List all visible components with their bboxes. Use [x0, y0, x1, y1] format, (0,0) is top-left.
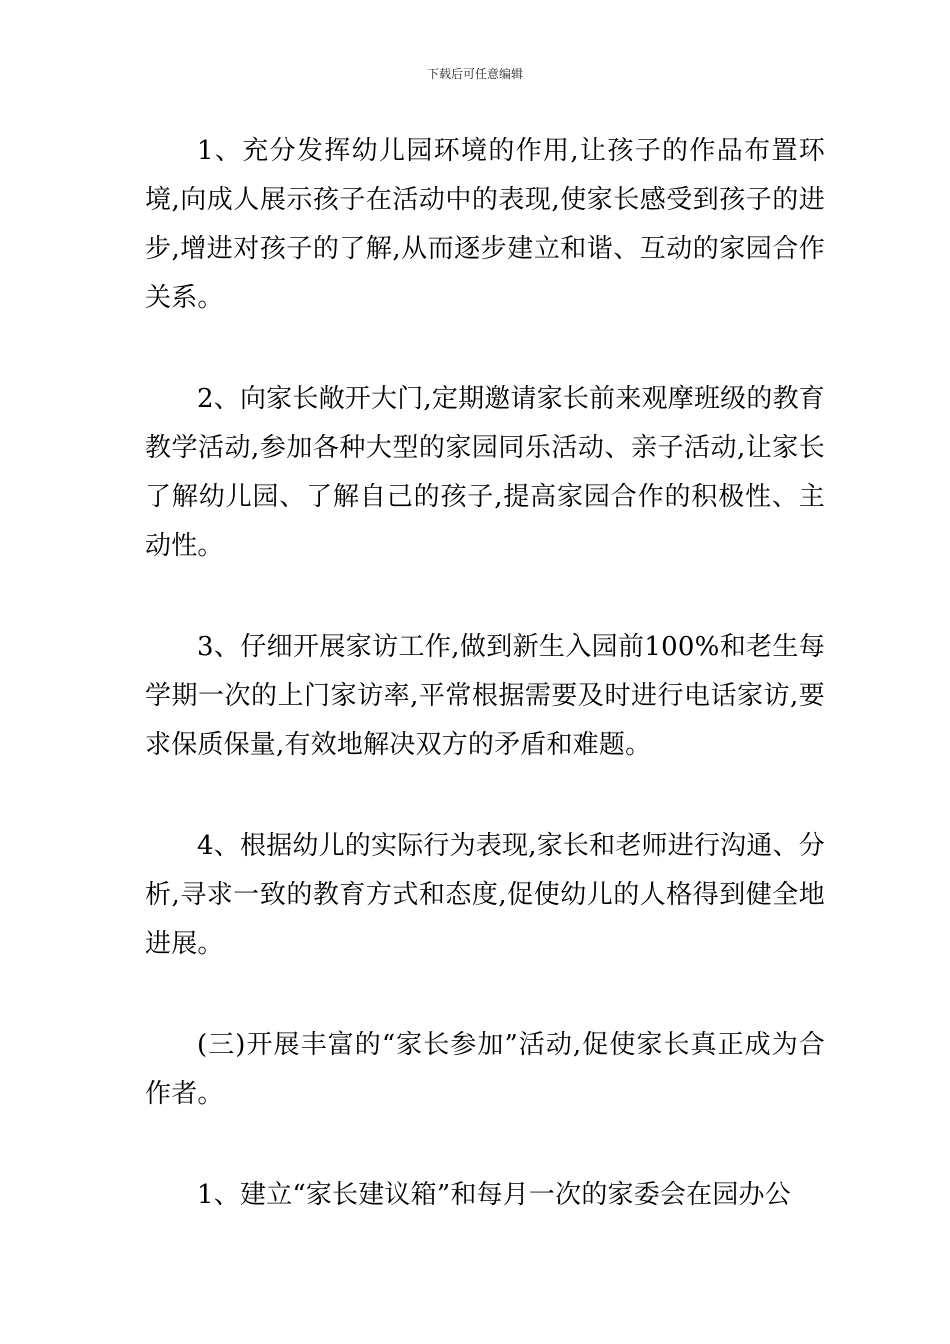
document-body [145, 127, 825, 1220]
section-heading-3: (三)开展丰富的“家长参加”活动,促使家长真正成为合作者。 [145, 1030, 825, 1109]
page-header: 下载后可任意编辑 [426, 67, 523, 81]
paragraph-3: 3、仔细开展家访工作,做到新生入园前100%和老生每学期一次的上门家访率,平常根据需要及时进行电话家访,要求保质保量,有效地解决双方的矛盾和难题。 [145, 632, 825, 760]
paragraph-4: 4、根据幼儿的实际行为表现,家长和老师进行沟通、分析,寻求一致的教育方式和态度,促使幼儿的人格得到健全地进展。 [145, 831, 825, 959]
paragraph-5: 1、建立“家长建议箱”和每月一次的家委会在园办公 [197, 1180, 791, 1210]
paragraph-1: 1、充分发挥幼儿园环境的作用,让孩子的作品布置环境,向成人展示孩子在活动中的表现,使家长感受到孩子的进步,增进对孩子的了解,从而逐步建立和谐、互动的家园合作关系。 [145, 136, 825, 313]
paragraph-2: 2、向家长敞开大门,定期邀请家长前来观摩班级的教育教学活动,参加各种大型的家园同乐活动、亲子活动,让家长了解幼儿园、了解自己的孩子,提高家园合作的积极性、主动性。 [145, 384, 825, 561]
